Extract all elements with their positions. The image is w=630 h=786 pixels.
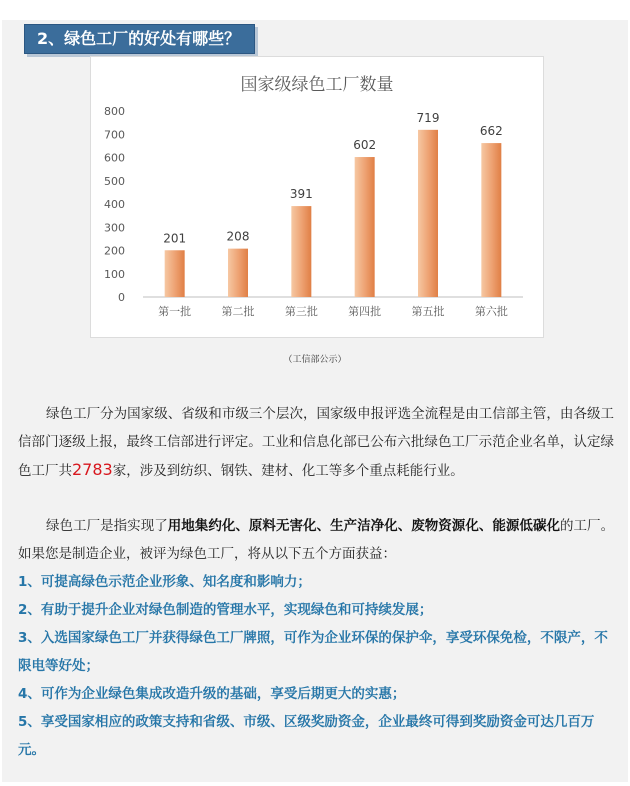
benefit-item: 3、入选国家绿色工厂并获得绿色工厂牌照，可作为企业环保的保护伞，享受环保免检，不限产，不限电等好处； <box>18 630 608 674</box>
y-tick-label: 800 <box>104 105 125 118</box>
y-tick-label: 100 <box>104 267 125 281</box>
data-label: 201 <box>163 231 187 246</box>
x-tick-label: 第二批 <box>221 305 255 318</box>
data-label: 208 <box>226 229 250 244</box>
benefit-item: 1、可提高绿色示范企业形象、知名度和影响力； <box>18 574 311 590</box>
y-tick-label: 600 <box>104 151 125 165</box>
chart-source-caption: （工信部公示） <box>283 355 347 365</box>
chart-title: 国家级绿色工厂数量 <box>240 75 394 95</box>
sep-1: 、 <box>235 518 249 534</box>
paragraph-intro-tail: 家，涉及到纺织、钢铁、建材、化工等多个重点耗能行业。 <box>112 463 464 479</box>
sep-3: 、 <box>397 518 412 534</box>
benefit-item: 4、可作为企业绿色集成改造升级的基础，享受后期更大的实惠； <box>18 686 406 702</box>
bar-6 <box>481 143 501 297</box>
term-material: 原料无害化 <box>248 518 317 534</box>
x-tick-label: 第一批 <box>158 305 192 318</box>
y-axis <box>104 105 125 304</box>
paragraph-intro-text: 绿色工厂分为国家级、省级和市级三个层次，国家级申报评选全流程是由工信部主管，由各级工信部门逐级上报，最终工信部进行评定。工业和信息化部已公布六批绿色工厂示范企业名单，认定绿色工厂共 <box>18 406 614 479</box>
y-tick-label: 700 <box>104 128 125 142</box>
data-label: 662 <box>479 124 503 139</box>
benefit-item: 2、有助于提升企业对绿色制造的管理水平，实现绿色和可持续发展； <box>18 602 433 618</box>
definition-tail: 的工厂。如果您是制造企业，被评为绿色工厂，将从以下五个方面获益： <box>18 518 615 562</box>
x-tick-label: 第五批 <box>411 305 445 318</box>
x-tick-label: 第四批 <box>348 305 382 318</box>
bar-3 <box>291 206 311 297</box>
bar-1 <box>165 250 185 297</box>
term-land: 用地集约化 <box>167 518 236 534</box>
data-label: 391 <box>289 187 313 202</box>
bar-chart <box>90 56 544 338</box>
y-tick-label: 0 <box>118 291 125 304</box>
x-tick-label: 第三批 <box>284 305 318 318</box>
bars-group <box>158 111 508 318</box>
bar-5 <box>418 130 438 297</box>
bar-2 <box>228 249 248 297</box>
paragraph-intro <box>18 400 614 485</box>
y-tick-label: 300 <box>104 221 125 235</box>
data-label: 719 <box>416 110 440 125</box>
benefit-item: 5、享受国家相应的政策支持和省级、市级、区级奖励资金，企业最终可得到奖励资金可达几百万元。 <box>18 714 595 758</box>
y-tick-label: 200 <box>104 244 125 258</box>
term-production: 生产洁净化 <box>330 518 398 534</box>
benefits-list <box>18 568 614 764</box>
y-tick-label: 500 <box>104 174 125 188</box>
paragraph-definition <box>18 512 614 568</box>
x-tick-label: 第六批 <box>474 305 508 318</box>
chart-svg <box>91 57 543 337</box>
data-label: 602 <box>353 138 377 153</box>
sep-4: 、 <box>478 518 493 534</box>
term-waste: 废物资源化 <box>411 518 479 534</box>
sep-2: 、 <box>316 518 331 534</box>
section-heading: 2、绿色工厂的好处有哪些？ <box>24 24 255 54</box>
y-tick-label: 400 <box>104 198 125 211</box>
term-energy: 能源低碳化 <box>492 518 560 534</box>
factory-count: 2783 <box>72 460 113 479</box>
bar-4 <box>355 157 375 297</box>
definition-lead: 绿色工厂是指实现了 <box>46 518 168 534</box>
